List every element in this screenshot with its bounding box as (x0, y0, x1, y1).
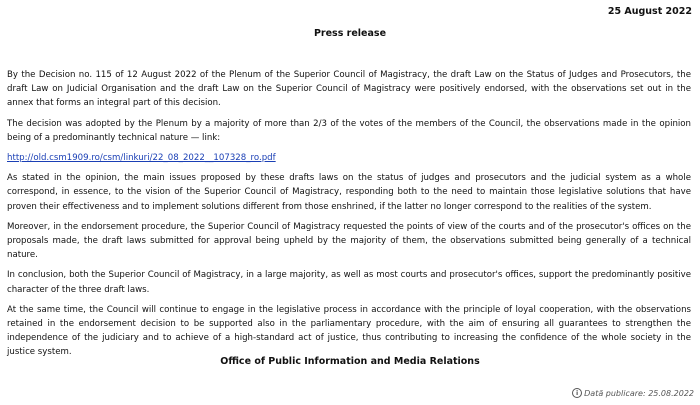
publication-date-text: Dată publicare: 25.08.2022 (584, 388, 694, 398)
press-release-body (7, 68, 691, 366)
paragraph-opinion: As stated in the opinion, the main issues proposed by these drafts laws on the status of judges and prosecutors and the judicial system as a whole correspond, in essence, to the vision of the Superior Council of Magistracy, responding both to the need to maintain those legislative solutions that have proven their effectiveness and to implement solutions different from those enshrined, if the latter no longer correspond to the realities of the system. (7, 173, 691, 212)
office-signature: Office of Public Information and Media Relations (220, 356, 480, 367)
paragraph-legislative-process: At the same time, the Council will continue to engage in the legislative process in accordance with the principle of loyal cooperation, with the observations retained in the endorsement decision to be supported also in the parliamentary procedure, with the aim of ensuring all guarantees to strengthen the independence of the judiciary and to achieve of a high-standard act of justice, thus contributing to increasing the confidence of the whole society in the justice system. (7, 304, 691, 358)
publication-date (572, 388, 694, 398)
info-icon: i (572, 388, 582, 398)
paragraph-conclusion: In conclusion, both the Superior Council of Magistracy, in a large majority, as well as most courts and prosecutor's offices, support the predominantly positive character of the three draft laws. (7, 270, 691, 295)
decision-pdf-link[interactable]: http://old.csm1909.ro/csm/linkuri/22_08_2022__107328_ro.pdf (7, 153, 276, 164)
link-paragraph (7, 151, 691, 165)
page-title: Press release (313, 28, 387, 39)
paragraph-decision: By the Decision no. 115 of 12 August 2022 of the Plenum of the Superior Council of Magistracy, the draft Law on the Status of Judges and Prosecutors, the draft Law on Judicial Organisation and the draft Law on the Superior Council of Magistracy were positively endorsed, with the observations set out in the annex that forms an integral part of this decision. (7, 70, 691, 109)
paragraph-adoption: The decision was adopted by the Plenum by a majority of more than 2/3 of the votes of the members of the Council, the observations made in the opinion being of a predominantly technical nature — link: (7, 118, 691, 143)
paragraph-endorsement: Moreover, in the endorsement procedure, the Superior Council of Magistracy requested the points of view of the courts and of the prosecutor's offices on the proposals made, the draft laws submitted for approval being upheld by the majority of them, the observations submitted being generally of a technical nature. (7, 221, 691, 261)
press-release-date: 25 August 2022 (607, 6, 692, 17)
